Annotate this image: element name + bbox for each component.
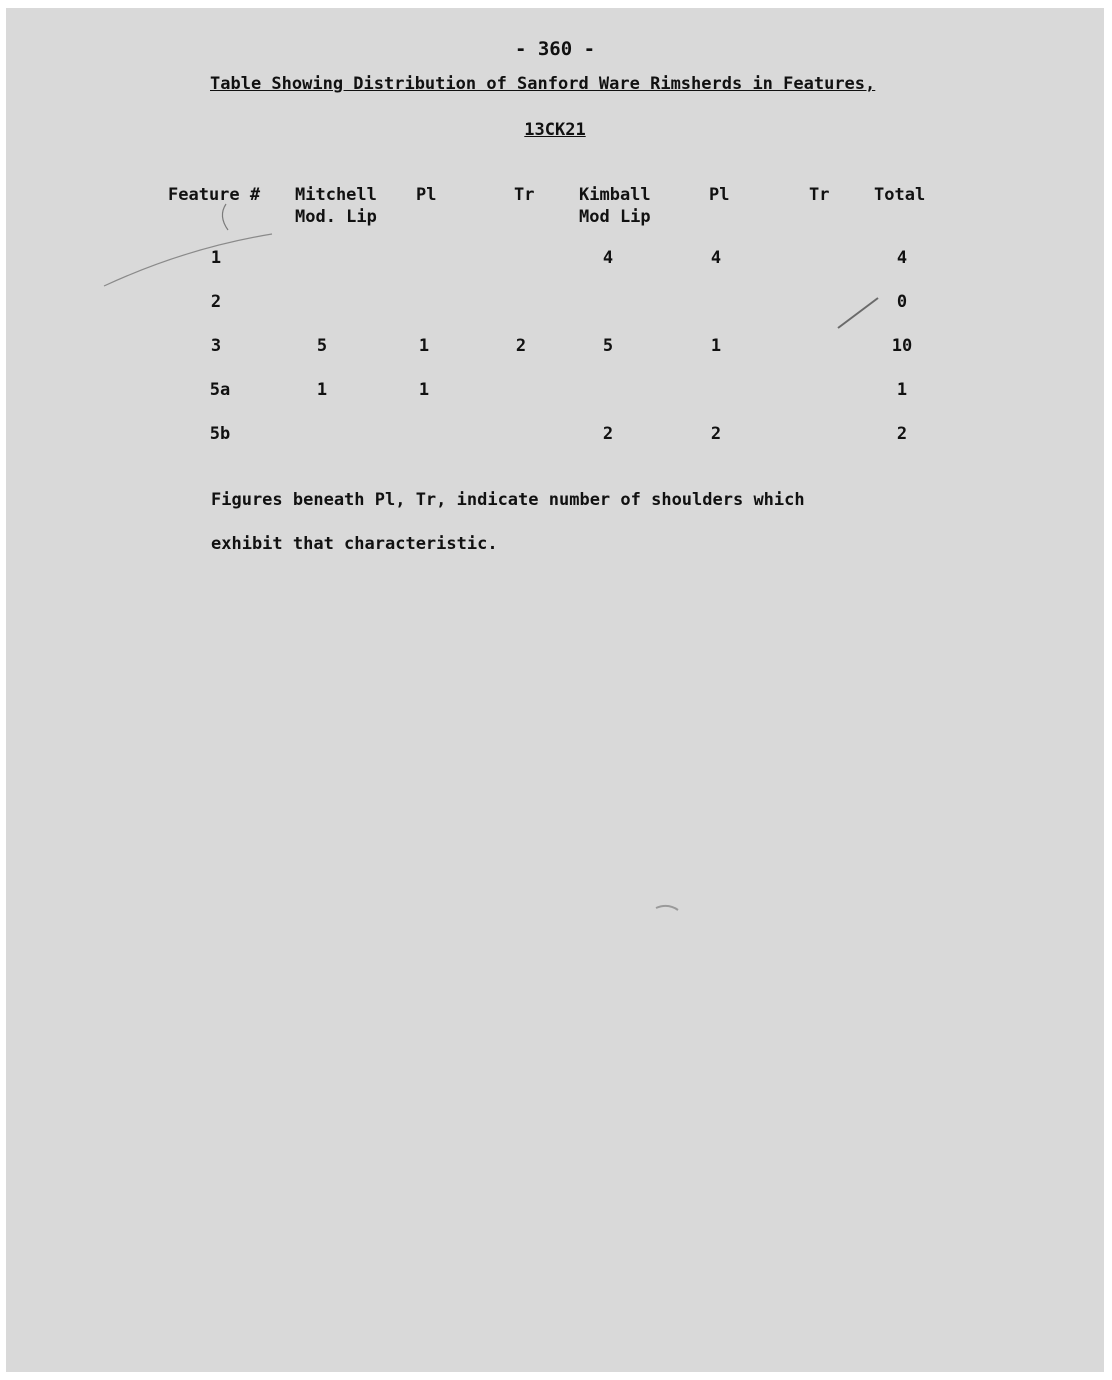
cell-pl-1: 1	[418, 380, 430, 400]
header-total: Total	[874, 185, 926, 205]
cell-total: 2	[896, 424, 908, 444]
cell-mitchell: 1	[316, 380, 328, 400]
cell-feature: 2	[210, 292, 222, 312]
header-pl-2: Pl	[709, 185, 730, 205]
header-mitchell-line2: Mod. Lip	[295, 207, 377, 227]
header-tr-2: Tr	[809, 185, 830, 205]
cell-pl-2: 1	[710, 336, 722, 356]
header-kimball-line2: Mod Lip	[579, 207, 651, 227]
header-kimball	[579, 184, 651, 228]
document-page	[6, 8, 1104, 1372]
pencil-stroke	[838, 298, 878, 328]
cell-feature: 1	[210, 248, 222, 268]
cell-total: 1	[896, 380, 908, 400]
cell-pl-2: 4	[710, 248, 722, 268]
site-designation: 13CK21	[524, 120, 586, 140]
cell-kimball: 5	[602, 336, 614, 356]
header-mitchell	[295, 184, 377, 228]
cell-feature: 5a	[209, 380, 231, 400]
cell-total: 10	[891, 336, 913, 356]
pencil-stroke	[222, 204, 228, 230]
cell-mitchell: 5	[316, 336, 328, 356]
page-number: - 360 -	[514, 38, 596, 60]
pencil-marks	[6, 8, 1104, 1372]
table-title: Table Showing Distribution of Sanford Ware Rimsherds in Features,	[210, 74, 876, 94]
cell-feature: 5b	[209, 424, 231, 444]
header-mitchell-line1: Mitchell	[295, 185, 377, 205]
cell-feature: 3	[210, 336, 222, 356]
cell-total: 4	[896, 248, 908, 268]
footnote-line-2: exhibit that characteristic.	[211, 534, 498, 554]
cell-pl-2: 2	[710, 424, 722, 444]
footnote-line-1: Figures beneath Pl, Tr, indicate number of shoulders which	[211, 490, 805, 510]
header-feature: Feature #	[168, 185, 261, 205]
header-kimball-line1: Kimball	[579, 185, 651, 205]
cell-kimball: 4	[602, 248, 614, 268]
cell-pl-1: 1	[418, 336, 430, 356]
cell-tr-1: 2	[515, 336, 527, 356]
cell-kimball: 2	[602, 424, 614, 444]
pencil-stroke	[104, 234, 272, 286]
header-tr-1: Tr	[514, 185, 535, 205]
header-pl-1: Pl	[416, 185, 437, 205]
pencil-stroke	[656, 906, 678, 910]
cell-total: 0	[896, 292, 908, 312]
